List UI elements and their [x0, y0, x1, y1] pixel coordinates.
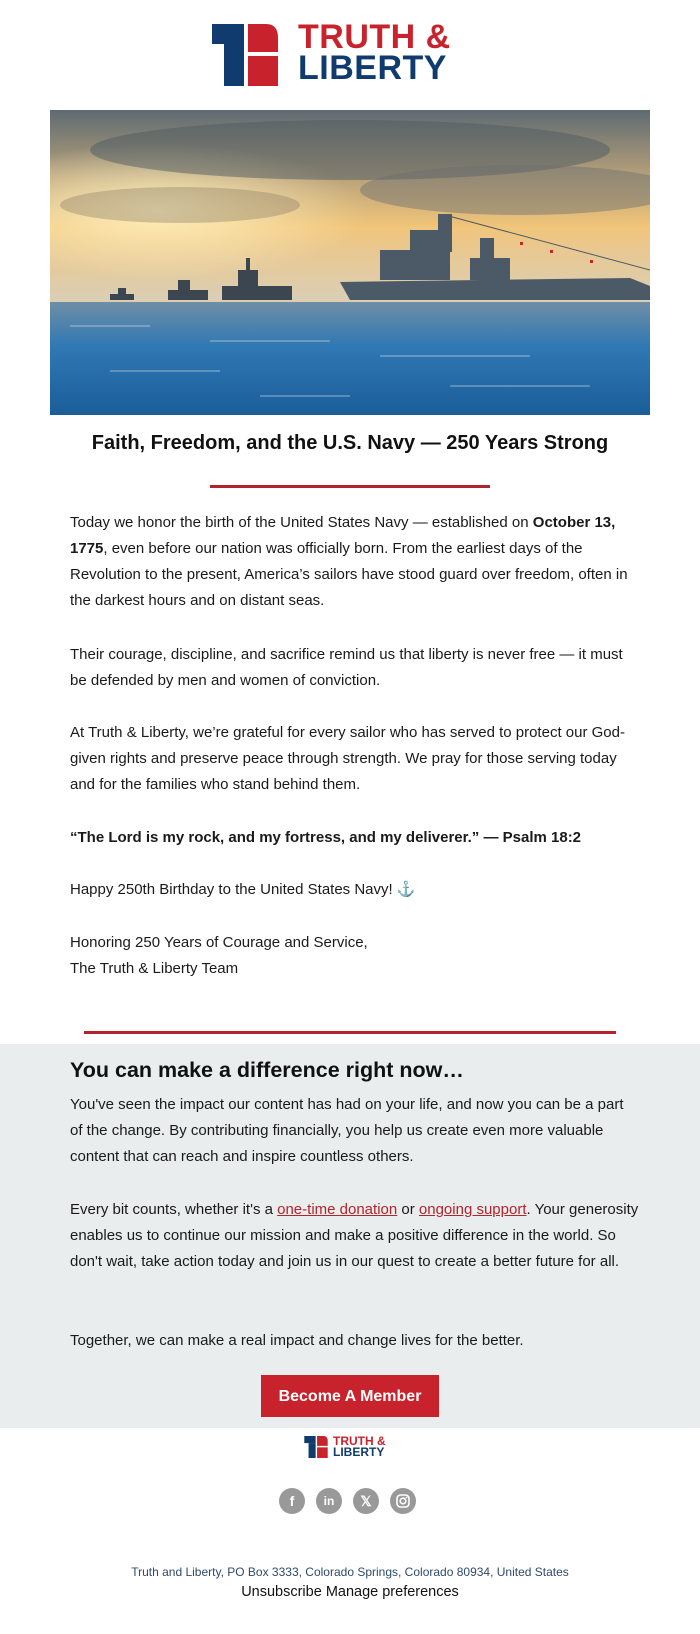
signoff-line-2: The Truth & Liberty Team — [70, 960, 239, 977]
footer-logo-wordmark — [333, 1436, 386, 1458]
mailing-address: Truth and Liberty, PO Box 3333, Colorado Springs, Colorado 80934, United States — [131, 1565, 569, 1579]
manage-preferences-link[interactable]: Manage preferences — [325, 1584, 459, 1600]
donate-paragraph-3: Together, we can make a real impact and change lives for the better. — [70, 1332, 524, 1349]
navy-ships-icon — [50, 110, 650, 415]
logo-mark-icon — [212, 24, 278, 86]
founding-date: October 13, 1775 — [70, 514, 616, 557]
logo-mark-icon — [304, 1436, 328, 1458]
signoff — [70, 930, 640, 982]
hero-image — [50, 110, 650, 415]
article-paragraph-3: At Truth & Liberty, we’re grateful for every sailor who has served to protect our God-given rights and preserve peace through strength. We pray for those serving today and for the families who stand behind them. — [70, 724, 625, 793]
divider — [210, 485, 490, 488]
article-paragraph-2: Their courage, discipline, and sacrifice remind us that liberty is never free — it must be defended by men and women of conviction. — [70, 646, 623, 689]
donate-p2-a: Every bit counts, whether it's a — [70, 1201, 278, 1218]
unsubscribe-link[interactable]: Unsubscribe — [241, 1584, 322, 1600]
brand-logo[interactable] — [212, 18, 490, 88]
article-paragraph-1 — [70, 510, 640, 614]
become-member-button[interactable]: Become A Member — [261, 1375, 439, 1417]
x-icon[interactable]: 𝕏 — [353, 1488, 379, 1514]
divider — [84, 1031, 616, 1034]
linkedin-icon[interactable]: in — [316, 1488, 342, 1514]
birthday-message: Happy 250th Birthday to the United States Navy! ⚓ — [70, 881, 416, 898]
donate-p2-c: . Your generosity enables us to continue our mission and make a positive difference in the world. So don't wait, take action today and join us in our quest to create a better future for all. — [70, 1201, 639, 1270]
footer-logo-line-2: LIBERTY — [333, 1445, 385, 1459]
ongoing-support-link[interactable]: ongoing support — [418, 1201, 527, 1218]
one-time-donation-link[interactable]: one-time donation — [277, 1201, 398, 1218]
p1-text-a: Today we honor the birth of the United States Navy — established on — [70, 514, 533, 531]
facebook-icon[interactable]: f — [279, 1488, 305, 1514]
donate-heading: You can make a difference right now… — [70, 1058, 464, 1082]
article-headline: Faith, Freedom, and the U.S. Navy — 250 Years Strong — [91, 432, 609, 454]
logo-wordmark — [298, 18, 451, 87]
signoff-line-1: Honoring 250 Years of Courage and Service, — [70, 934, 368, 951]
p1-text-b: , even before our nation was officially born. From the earliest days of the Revolution to the present, America’s sailors have stood guard over freedom, often in the darkest hours and on distant seas. — [70, 540, 628, 609]
footer-logo-line-1: TRUTH & — [333, 1434, 386, 1448]
logo-line-2: LIBERTY — [298, 49, 447, 87]
donate-p2-b: or — [397, 1201, 419, 1218]
scripture-quote: “The Lord is my rock, and my fortress, and my deliverer.” — Psalm 18:2 — [70, 829, 582, 846]
instagram-icon[interactable] — [390, 1488, 416, 1514]
footer-logo[interactable] — [304, 1436, 396, 1460]
donate-paragraph-1: You've seen the impact our content has had on your life, and now you can be a part of the change. By contributing financially, you help us create even more valuable content that can reach and inspire countless others. — [70, 1096, 624, 1165]
footer-links — [0, 1584, 700, 1600]
instagram-glyph-icon — [396, 1494, 410, 1508]
donate-paragraph-2 — [70, 1197, 640, 1275]
logo-line-1: TRUTH & — [298, 18, 451, 56]
